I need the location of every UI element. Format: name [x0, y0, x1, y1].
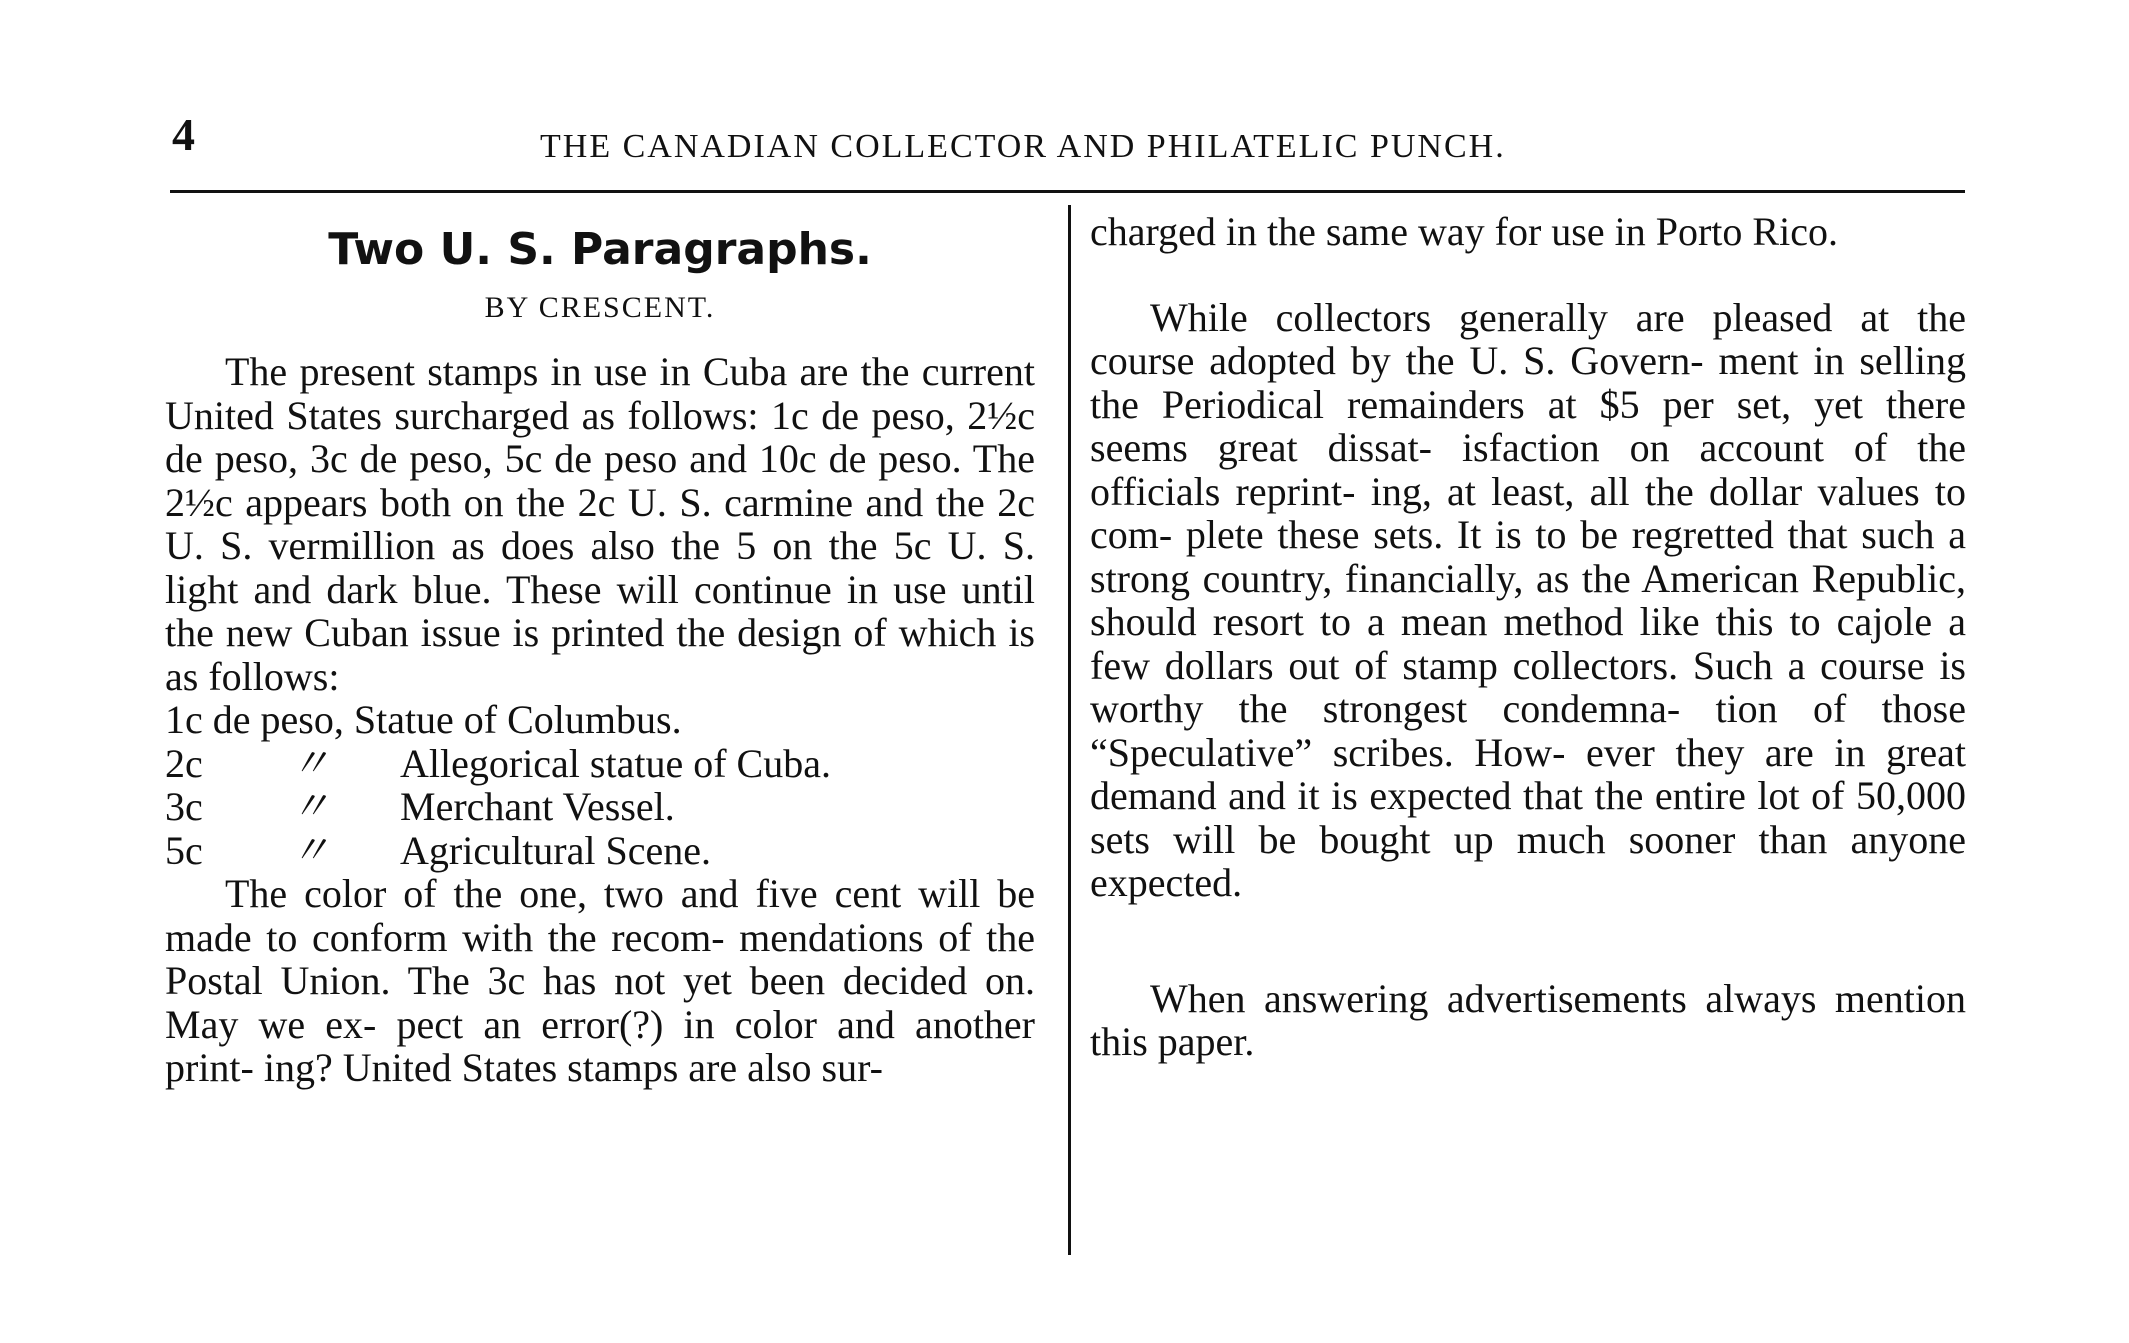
page-number: 4	[172, 109, 195, 160]
list-item	[165, 785, 1035, 829]
list-item	[165, 829, 1035, 873]
list-item	[165, 742, 1035, 786]
left-column	[165, 210, 1035, 1090]
ditto-mark: 〃	[290, 827, 330, 873]
right-column	[1090, 210, 1966, 1064]
list-description: Agricultural Scene.	[400, 827, 711, 873]
list-denomination: 2c	[165, 740, 203, 786]
design-list	[165, 698, 1035, 872]
paragraph-colors: The color of the one, two and five cent will be made to conform with the recom- mendations of the Postal Union. The 3c has not yet been decided on. May we ex- pect an error(?) in color and another print- ing? United States stamps are also sur-	[165, 871, 1035, 1090]
column-divider	[1068, 205, 1071, 1255]
list-denomination: 5c	[165, 827, 203, 873]
paragraph-reprints: While collectors generally are pleased at the course adopted by the U. S. Govern- ment in selling the Periodical remainders at $5 per set, yet there seems great dissat- isfaction on account of the officials reprint- ing, at least, all the dollar values to com- plete these sets. It is to be regretted that such a strong country, financially, as the American Republic, should resort to a mean method like this to cajole a few dollars out of stamp collectors. Such a course is worthy the strongest condemna- tion of those “Speculative” scribes. How- ever they are in great demand and it is expected that the entire lot of 50,000 sets will be bought up much sooner than anyone expected.	[1090, 294, 1966, 905]
paragraph-cuba-stamps: The present stamps in use in Cuba are the current United States surcharged as follows: 1c de peso, 2½c de peso, 3c de peso, 5c de peso and 10c de peso. The 2½c appears both on the 2c U. S. carmine and the 2c U. S. vermillion as does also the 5 on the 5c U. S. light and dark blue. These will continue in use until the new Cuban issue is printed the design of which is as follows:	[165, 349, 1035, 699]
advertisement-notice: When answering advertisements always mention this paper.	[1090, 975, 1966, 1064]
article-title: Two U. S. Paragraphs.	[328, 224, 872, 275]
list-denomination: 3c	[165, 784, 203, 829]
paragraph-colors-continued: charged in the same way for use in Porto Rico.	[1090, 209, 1838, 254]
article-byline: BY CRESCENT.	[484, 291, 716, 324]
ditto-mark: 〃	[290, 740, 330, 786]
list-description: Merchant Vessel.	[400, 784, 675, 829]
ditto-mark: 〃	[290, 784, 330, 829]
list-description: Allegorical statue of Cuba.	[400, 740, 831, 786]
design-list-first: 1c de peso, Statue of Columbus.	[165, 697, 682, 742]
running-head: THE CANADIAN COLLECTOR AND PHILATELIC PUNCH.	[540, 128, 1506, 165]
header-rule	[170, 190, 1965, 193]
